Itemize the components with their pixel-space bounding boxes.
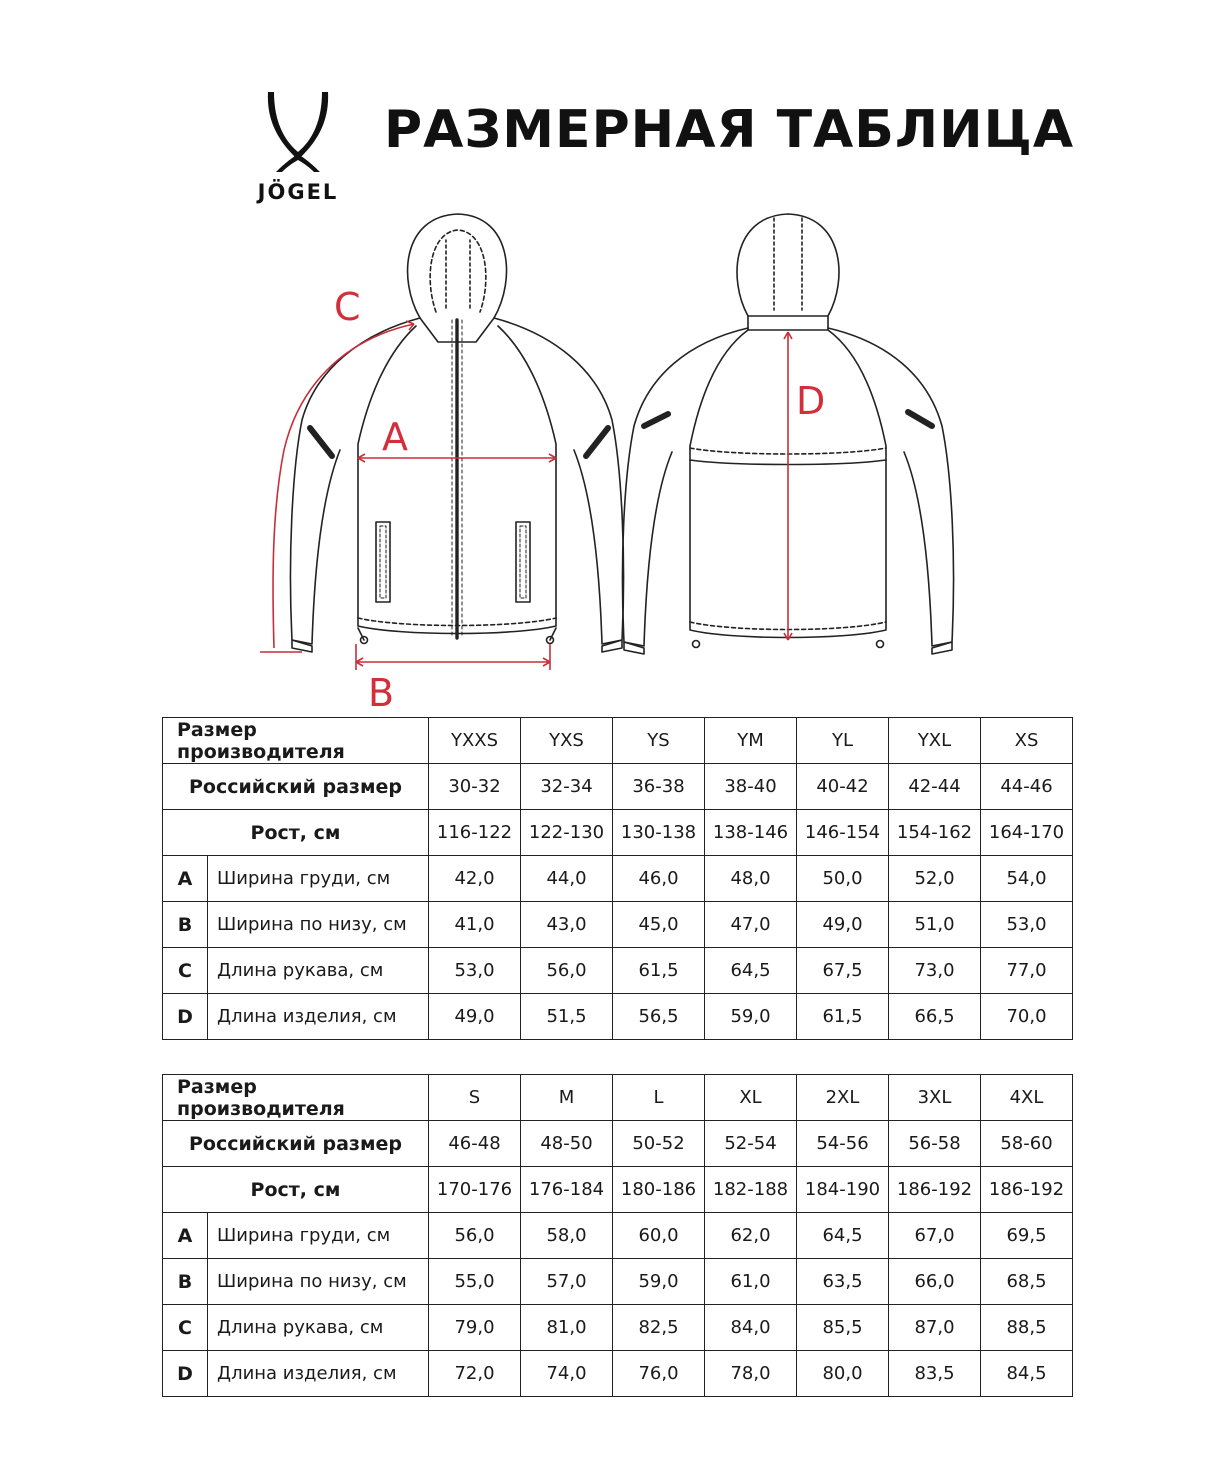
measure-value-cell: 61,0 (705, 1259, 797, 1305)
manufacturer-size-row-label: Размер производителя (163, 1075, 429, 1121)
measure-value-cell: 51,5 (521, 994, 613, 1040)
measure-label: Ширина по низу, см (208, 1259, 429, 1305)
russian-size-row-label: Российский размер (163, 764, 429, 810)
height-row-cell: 186-192 (889, 1167, 981, 1213)
measure-label: Длина изделия, см (208, 994, 429, 1040)
measure-value-cell: 55,0 (429, 1259, 521, 1305)
russian-size-row-cell: 42-44 (889, 764, 981, 810)
manufacturer-size-row-cell: L (613, 1075, 705, 1121)
russian-size-row-cell: 38-40 (705, 764, 797, 810)
russian-size-row-cell: 44-46 (981, 764, 1073, 810)
height-row (163, 810, 1073, 856)
measure-value-cell: 82,5 (613, 1305, 705, 1351)
measure-value-cell: 84,0 (705, 1305, 797, 1351)
height-row-cell: 122-130 (521, 810, 613, 856)
measure-value-cell: 83,5 (889, 1351, 981, 1397)
manufacturer-size-row-cell: YXS (521, 718, 613, 764)
measure-value-cell: 80,0 (797, 1351, 889, 1397)
manufacturer-size-row-cell: 4XL (981, 1075, 1073, 1121)
jacket-diagram (240, 200, 1000, 720)
measure-value-cell: 60,0 (613, 1213, 705, 1259)
russian-size-row-cell: 50-52 (613, 1121, 705, 1167)
measure-value-cell: 64,5 (797, 1213, 889, 1259)
manufacturer-size-row-cell: 3XL (889, 1075, 981, 1121)
russian-size-row-cell: 54-56 (797, 1121, 889, 1167)
measure-letter: B (163, 902, 208, 948)
label-b: B (368, 671, 395, 715)
measure-letter: D (163, 1351, 208, 1397)
manufacturer-size-row-cell: YXL (889, 718, 981, 764)
manufacturer-size-row-label: Размер производителя (163, 718, 429, 764)
height-row-cell: 186-192 (981, 1167, 1073, 1213)
measure-value-cell: 43,0 (521, 902, 613, 948)
measure-row (163, 1351, 1073, 1397)
height-row-label: Рост, см (163, 1167, 429, 1213)
manufacturer-size-row-cell: M (521, 1075, 613, 1121)
height-row (163, 1167, 1073, 1213)
measurement-guides (260, 321, 792, 670)
measure-value-cell: 53,0 (981, 902, 1073, 948)
manufacturer-size-row-cell: YXXS (429, 718, 521, 764)
label-d: D (796, 379, 826, 423)
russian-size-row-cell: 46-48 (429, 1121, 521, 1167)
measure-value-cell: 61,5 (797, 994, 889, 1040)
measure-letter: C (163, 1305, 208, 1351)
measure-letter: D (163, 994, 208, 1040)
russian-size-row-cell: 30-32 (429, 764, 521, 810)
height-row-cell: 116-122 (429, 810, 521, 856)
measure-row (163, 902, 1073, 948)
measure-row (163, 948, 1073, 994)
label-c: C (334, 285, 361, 329)
height-row-cell: 164-170 (981, 810, 1073, 856)
measure-value-cell: 46,0 (613, 856, 705, 902)
measure-value-cell: 56,5 (613, 994, 705, 1040)
measure-letter: A (163, 856, 208, 902)
measure-label: Длина изделия, см (208, 1351, 429, 1397)
russian-size-row-cell: 56-58 (889, 1121, 981, 1167)
height-row-cell: 146-154 (797, 810, 889, 856)
measure-value-cell: 58,0 (521, 1213, 613, 1259)
measure-value-cell: 61,5 (613, 948, 705, 994)
measure-value-cell: 48,0 (705, 856, 797, 902)
brand-emblem-icon (236, 88, 360, 178)
measure-value-cell: 57,0 (521, 1259, 613, 1305)
jacket-front-drawing (290, 214, 623, 652)
measure-value-cell: 49,0 (797, 902, 889, 948)
measure-value-cell: 78,0 (705, 1351, 797, 1397)
measure-value-cell: 56,0 (429, 1213, 521, 1259)
height-row-cell: 184-190 (797, 1167, 889, 1213)
russian-size-row-cell: 40-42 (797, 764, 889, 810)
measure-value-cell: 49,0 (429, 994, 521, 1040)
measure-value-cell: 67,5 (797, 948, 889, 994)
measure-value-cell: 79,0 (429, 1305, 521, 1351)
measure-value-cell: 59,0 (613, 1259, 705, 1305)
measure-label: Длина рукава, см (208, 948, 429, 994)
brand-wordmark: JÖGEL (257, 180, 339, 204)
measure-value-cell: 51,0 (889, 902, 981, 948)
measure-value-cell: 74,0 (521, 1351, 613, 1397)
measure-row (163, 856, 1073, 902)
measure-value-cell: 52,0 (889, 856, 981, 902)
manufacturer-size-row-cell: 2XL (797, 1075, 889, 1121)
page-title: РАЗМЕРНАЯ ТАБЛИЦА (384, 100, 1075, 160)
russian-size-row-cell: 36-38 (613, 764, 705, 810)
manufacturer-size-row-cell: YM (705, 718, 797, 764)
measure-value-cell: 77,0 (981, 948, 1073, 994)
measure-row (163, 1259, 1073, 1305)
height-row-cell: 138-146 (705, 810, 797, 856)
measure-row (163, 1213, 1073, 1259)
height-row-cell: 154-162 (889, 810, 981, 856)
measure-letter: B (163, 1259, 208, 1305)
measure-letter: A (163, 1213, 208, 1259)
measure-value-cell: 41,0 (429, 902, 521, 948)
measure-value-cell: 76,0 (613, 1351, 705, 1397)
size-table-kids (162, 717, 1073, 1040)
page-header (0, 0, 1230, 210)
measure-label: Ширина груди, см (208, 856, 429, 902)
measure-value-cell: 67,0 (889, 1213, 981, 1259)
measure-value-cell: 87,0 (889, 1305, 981, 1351)
height-row-cell: 182-188 (705, 1167, 797, 1213)
measure-value-cell: 70,0 (981, 994, 1073, 1040)
russian-size-row (163, 1121, 1073, 1167)
measure-row (163, 1305, 1073, 1351)
manufacturer-size-row-cell: YS (613, 718, 705, 764)
height-row-cell: 130-138 (613, 810, 705, 856)
height-row-label: Рост, см (163, 810, 429, 856)
measure-value-cell: 63,5 (797, 1259, 889, 1305)
measure-value-cell: 85,5 (797, 1305, 889, 1351)
measure-value-cell: 68,5 (981, 1259, 1073, 1305)
russian-size-row (163, 764, 1073, 810)
measure-value-cell: 54,0 (981, 856, 1073, 902)
measure-value-cell: 88,5 (981, 1305, 1073, 1351)
measure-value-cell: 73,0 (889, 948, 981, 994)
measure-value-cell: 56,0 (521, 948, 613, 994)
russian-size-row-cell: 32-34 (521, 764, 613, 810)
measure-value-cell: 53,0 (429, 948, 521, 994)
manufacturer-size-row-cell: S (429, 1075, 521, 1121)
height-row-cell: 176-184 (521, 1167, 613, 1213)
measure-value-cell: 62,0 (705, 1213, 797, 1259)
manufacturer-size-row (163, 718, 1073, 764)
measure-value-cell: 45,0 (613, 902, 705, 948)
measure-value-cell: 44,0 (521, 856, 613, 902)
manufacturer-size-row (163, 1075, 1073, 1121)
measure-letter: C (163, 948, 208, 994)
measure-value-cell: 66,0 (889, 1259, 981, 1305)
size-table-adult (162, 1074, 1073, 1397)
measure-label: Длина рукава, см (208, 1305, 429, 1351)
brand-logo (236, 88, 360, 206)
measure-value-cell: 69,5 (981, 1213, 1073, 1259)
measure-value-cell: 64,5 (705, 948, 797, 994)
measure-value-cell: 42,0 (429, 856, 521, 902)
label-a: A (382, 415, 408, 459)
measure-value-cell: 72,0 (429, 1351, 521, 1397)
measure-value-cell: 81,0 (521, 1305, 613, 1351)
manufacturer-size-row-cell: XS (981, 718, 1073, 764)
height-row-cell: 170-176 (429, 1167, 521, 1213)
measure-value-cell: 84,5 (981, 1351, 1073, 1397)
russian-size-row-cell: 58-60 (981, 1121, 1073, 1167)
manufacturer-size-row-cell: XL (705, 1075, 797, 1121)
height-row-cell: 180-186 (613, 1167, 705, 1213)
russian-size-row-label: Российский размер (163, 1121, 429, 1167)
russian-size-row-cell: 52-54 (705, 1121, 797, 1167)
measure-value-cell: 50,0 (797, 856, 889, 902)
manufacturer-size-row-cell: YL (797, 718, 889, 764)
measure-row (163, 994, 1073, 1040)
measure-label: Ширина груди, см (208, 1213, 429, 1259)
measure-value-cell: 59,0 (705, 994, 797, 1040)
measure-value-cell: 47,0 (705, 902, 797, 948)
measure-label: Ширина по низу, см (208, 902, 429, 948)
russian-size-row-cell: 48-50 (521, 1121, 613, 1167)
measure-value-cell: 66,5 (889, 994, 981, 1040)
